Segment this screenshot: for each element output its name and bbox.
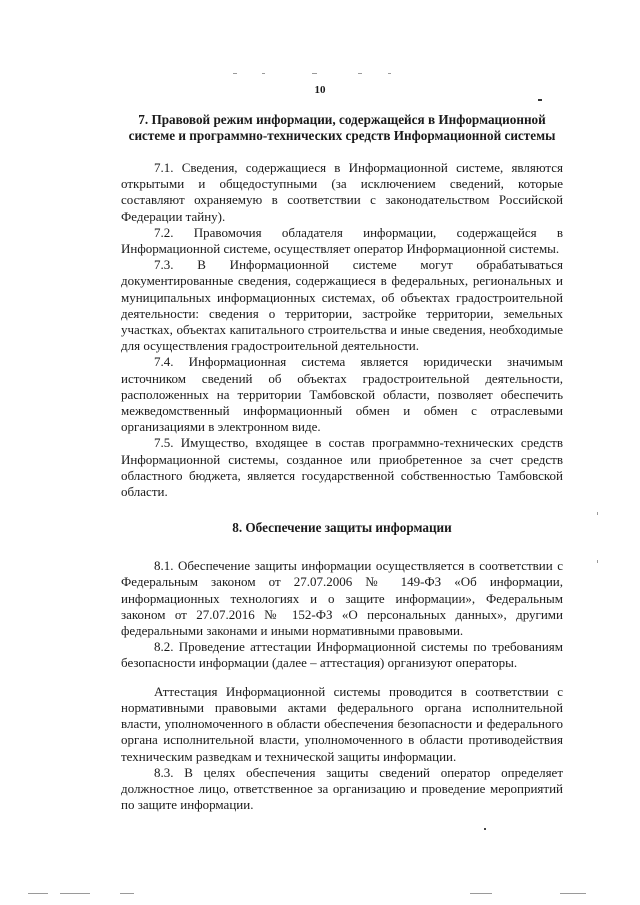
scan-artifact: [312, 73, 317, 74]
scan-artifact: [484, 828, 486, 830]
paragraph-attestation: Аттестация Информационной системы проводится в соответствии с нормативными правовыми актами федерального органа исполнительной власти, уполномоченного в области обеспечения безопасности и федерального органа исполнительной власти, уполномоченного в области противодействия техническим разведкам и технической защиты информации.: [121, 683, 563, 764]
scan-artifact: [233, 73, 237, 74]
document-body: [121, 112, 563, 813]
scan-artifact: [120, 893, 134, 894]
scan-artifact: [388, 73, 391, 74]
paragraph-8-3: 8.3. В целях обеспечения защиты сведений оператор определяет должностное лицо, ответственное за организацию и проведение мероприятий по защите информации.: [121, 764, 563, 813]
page-number: 10: [314, 84, 326, 96]
paragraph-7-4: 7.4. Информационная система является юридически значимым источником сведений об объектах градостроительной деятельности, расположенных на территории Тамбовской области, позволяет обеспечить межведомственный информационный обмен и обмен с отраслевыми организациями в электронном виде.: [121, 354, 563, 435]
paragraph-7-1: 7.1. Сведения, содержащиеся в Информационной системе, являются открытыми и общедоступными (за исключением сведений, которые составляют охраняемую в соответствии с законодательством Российской Федерации тайну).: [121, 160, 563, 224]
scan-artifact: [262, 73, 265, 74]
paragraph-8-1: 8.1. Обеспечение защиты информации осуществляется в соответствии с Федеральным законом от 27.07.2006 № 149-ФЗ «Об информации, информационных технологиях и о защите информации», Федеральным законом от 27.07.2016 № 152-ФЗ «О персональных данных», другими федеральными законами и иными нормативными правовыми.: [121, 558, 563, 639]
paragraph-7-2: 7.2. Правомочия обладателя информации, содержащейся в Информационной системе, осуществляет оператор Информационной системы.: [121, 224, 563, 257]
section-7-heading: 7. Правовой режим информации, содержащейся в Информационной системе и программно-технических средств Информационной системы: [128, 112, 556, 143]
section-8-heading: 8. Обеспечение защиты информации: [232, 520, 452, 536]
scan-artifact: [597, 512, 598, 515]
scan-artifact: [538, 99, 542, 101]
scan-artifact: [358, 73, 362, 74]
paragraph-8-2: 8.2. Проведение аттестации Информационной системы по требованиям безопасности информации (далее – аттестация) организуют операторы.: [121, 639, 563, 671]
scan-artifact: [28, 893, 48, 894]
paragraph-7-3: 7.3. В Информационной системе могут обрабатываться документированные сведения, содержащиеся в федеральных, региональных и муниципальных информационных системах, об объектах градостроительной деятельности: сведения о территории, застройке территории, земельных участках, объектах капитального строительства и иные сведения, необходимые для осуществления градостроительной деятельности.: [121, 257, 563, 354]
scan-artifact: [60, 893, 90, 894]
scan-artifact: [470, 893, 492, 894]
scan-artifact: [597, 560, 598, 563]
paragraph-7-5: 7.5. Имущество, входящее в состав программно-технических средств Информационной системы, созданное или приобретенное за счет средств областного бюджета, является государственной собственностью Тамбовской области.: [121, 435, 563, 500]
scan-artifact: [560, 893, 586, 894]
